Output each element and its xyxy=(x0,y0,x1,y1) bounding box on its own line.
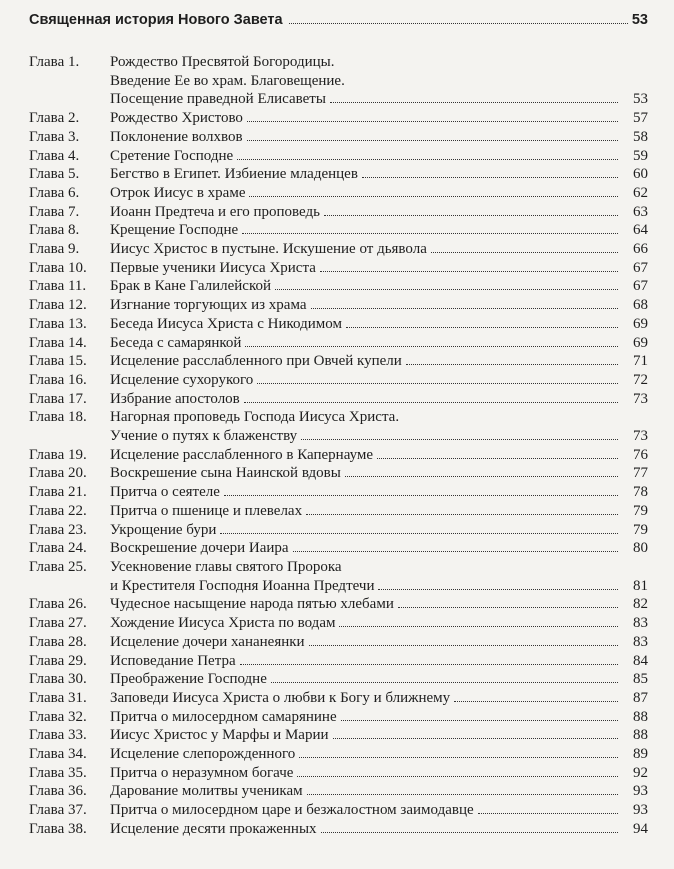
toc-entry xyxy=(29,240,648,259)
dot-leader xyxy=(275,289,618,290)
chapter-label: Глава 27. xyxy=(29,615,87,632)
chapter-title-block xyxy=(110,764,648,783)
chapter-label: Глава 4. xyxy=(29,147,80,164)
chapter-title-text: Исцеление слепорожденного xyxy=(110,746,296,763)
page-number: 93 xyxy=(633,802,648,819)
chapter-label: Глава 16. xyxy=(29,371,87,388)
dot-leader xyxy=(406,364,618,365)
page-number: 72 xyxy=(633,371,648,388)
chapter-title-block xyxy=(110,109,648,128)
chapter-title-text: Иисус Христос в пустыне. Искушение от дьявола xyxy=(110,241,427,258)
chapter-title-block xyxy=(110,165,648,184)
chapter-title-text: Преображение Господне xyxy=(110,671,267,688)
toc-entry xyxy=(29,53,648,109)
chapter-label: Глава 2. xyxy=(29,110,80,127)
toc-entry xyxy=(29,539,648,558)
chapter-title-line xyxy=(110,820,648,839)
toc-entry xyxy=(29,670,648,689)
page-number: 82 xyxy=(633,596,648,613)
chapter-label: Глава 1. xyxy=(29,54,80,70)
toc-entry xyxy=(29,483,648,502)
chapter-title-text: Притча о милосердном самарянине xyxy=(110,708,337,725)
chapter-title-block xyxy=(110,390,648,409)
chapter-label: Глава 35. xyxy=(29,764,87,781)
chapter-title-text: Посещение праведной Елисаветы xyxy=(110,91,326,108)
page-number: 62 xyxy=(633,184,648,201)
chapter-title-text: Чудесное насыщение народа пятью хлебами xyxy=(110,596,394,613)
page-number: 93 xyxy=(633,783,648,800)
chapter-label: Глава 5. xyxy=(29,166,80,183)
toc-entry xyxy=(29,820,648,839)
chapter-title-block xyxy=(110,352,648,371)
toc-entry xyxy=(29,764,648,783)
chapter-title-line xyxy=(110,90,648,109)
dot-leader xyxy=(309,645,618,646)
chapter-title-block xyxy=(110,371,648,390)
dot-leader xyxy=(377,458,618,459)
chapter-title-line xyxy=(110,801,648,820)
toc-entry xyxy=(29,390,648,409)
chapter-title-text: Сретение Господне xyxy=(110,147,234,164)
chapter-label: Глава 24. xyxy=(29,540,87,557)
chapter-title-block xyxy=(110,128,648,147)
page-number: 79 xyxy=(633,521,648,538)
chapter-title-text: Исцеление расслабленного при Овчей купели xyxy=(110,353,402,370)
chapter-title-line xyxy=(110,352,648,371)
chapter-title-block xyxy=(110,801,648,820)
toc-entry xyxy=(29,315,648,334)
dot-leader xyxy=(245,346,618,347)
chapter-label: Глава 13. xyxy=(29,315,87,332)
chapter-label: Глава 30. xyxy=(29,671,87,688)
dot-leader xyxy=(320,271,618,272)
chapter-title-text: Дарование молитвы ученикам xyxy=(110,783,303,800)
chapter-title-text: Укрощение бури xyxy=(110,521,217,538)
chapter-title-block xyxy=(110,277,648,296)
chapter-title-block xyxy=(110,502,648,521)
chapter-title-text: и Крестителя Господня Иоанна Предтечи xyxy=(110,577,375,594)
page-number: 53 xyxy=(633,91,648,108)
chapter-title-line xyxy=(110,446,648,465)
dot-leader xyxy=(333,738,618,739)
page-number: 69 xyxy=(633,315,648,332)
dot-leader xyxy=(271,682,618,683)
chapter-title-block xyxy=(110,745,648,764)
toc-entry xyxy=(29,633,648,652)
page-number: 64 xyxy=(633,222,648,239)
chapter-title-block xyxy=(110,259,648,278)
dot-leader xyxy=(306,514,618,515)
chapter-title-line xyxy=(110,464,648,483)
chapter-label: Глава 6. xyxy=(29,184,80,201)
chapter-label: Глава 3. xyxy=(29,128,80,145)
chapter-title-text: Притча о пшенице и плевелах xyxy=(110,502,303,519)
chapter-title-line xyxy=(110,147,648,166)
chapter-title-block xyxy=(110,614,648,633)
chapter-title-block xyxy=(110,446,648,465)
chapter-label: Глава 19. xyxy=(29,446,87,463)
chapter-title-block xyxy=(110,203,648,222)
chapter-title-block xyxy=(110,633,648,652)
chapter-title-text: Исцеление расслабленного в Капернауме xyxy=(110,446,374,463)
chapter-label: Глава 15. xyxy=(29,353,87,370)
chapter-label: Глава 23. xyxy=(29,521,87,538)
page-number: 87 xyxy=(633,689,648,706)
toc-entry xyxy=(29,464,648,483)
chapter-title-line xyxy=(110,240,648,259)
chapter-label: Глава 33. xyxy=(29,727,87,744)
chapter-title-line xyxy=(110,558,648,577)
chapter-title-text: Рождество Пресвятой Богородицы. xyxy=(110,54,335,70)
page-number: 68 xyxy=(633,297,648,314)
chapter-title-text: Исцеление десяти прокаженных xyxy=(110,820,317,837)
page-number: 60 xyxy=(633,166,648,183)
chapter-title-text: Воскрешение сына Наинской вдовы xyxy=(110,465,341,482)
chapter-title-line xyxy=(110,670,648,689)
chapter-label: Глава 8. xyxy=(29,222,80,239)
dot-leader xyxy=(244,402,618,403)
chapter-title-line xyxy=(110,427,648,446)
toc-entry xyxy=(29,726,648,745)
toc-entry xyxy=(29,184,648,203)
chapter-title-text: Иисус Христос у Марфы и Марии xyxy=(110,727,329,744)
chapter-title-text: Усекновение главы святого Пророка xyxy=(110,558,342,575)
toc-entry xyxy=(29,371,648,390)
dot-leader xyxy=(324,215,618,216)
dot-leader xyxy=(321,832,618,833)
chapter-title-block xyxy=(110,595,648,614)
dot-leader xyxy=(431,252,618,253)
chapter-title-text: Избрание апостолов xyxy=(110,390,240,407)
dot-leader xyxy=(289,23,628,24)
chapter-title-line xyxy=(110,296,648,315)
dot-leader xyxy=(240,664,618,665)
chapter-title-line xyxy=(110,577,648,596)
dot-leader xyxy=(220,533,618,534)
chapter-title-block xyxy=(110,147,648,166)
dot-leader xyxy=(345,476,618,477)
dot-leader xyxy=(346,327,618,328)
chapter-label: Глава 22. xyxy=(29,502,87,519)
dot-leader xyxy=(247,140,618,141)
chapter-title-block xyxy=(110,521,648,540)
chapter-title-text: Исповедание Петра xyxy=(110,652,236,669)
page-number: 73 xyxy=(633,428,648,445)
chapter-title-line xyxy=(110,652,648,671)
page-number: 59 xyxy=(633,147,648,164)
chapter-title-text: Изгнание торгующих из храма xyxy=(110,297,307,314)
chapter-title-line xyxy=(110,315,648,334)
chapter-label: Глава 20. xyxy=(29,465,87,482)
chapter-title-block xyxy=(110,315,648,334)
chapter-title-line xyxy=(110,689,648,708)
chapter-title-line xyxy=(110,390,648,409)
chapter-label: Глава 14. xyxy=(29,334,87,351)
chapter-label: Глава 36. xyxy=(29,783,87,800)
chapter-label: Глава 28. xyxy=(29,633,87,650)
chapter-title-line xyxy=(110,334,648,353)
chapter-title-line xyxy=(110,521,648,540)
chapter-title-block xyxy=(110,782,648,801)
chapter-title-line xyxy=(110,539,648,558)
chapter-title-block xyxy=(110,408,648,445)
chapter-title-block xyxy=(110,221,648,240)
chapter-title-line xyxy=(110,259,648,278)
chapter-title-text: Рождество Христово xyxy=(110,110,243,127)
chapter-title-line xyxy=(110,165,648,184)
chapter-title-text: Введение Ее во храм. Благовещение. xyxy=(110,72,345,89)
chapter-title-text: Исцеление дочери хананеянки xyxy=(110,633,305,650)
page-number: 63 xyxy=(633,203,648,220)
dot-leader xyxy=(330,102,618,103)
dot-leader xyxy=(293,551,618,552)
chapter-title-text: Крещение Господне xyxy=(110,222,239,239)
toc-entry xyxy=(29,689,648,708)
chapter-title-block xyxy=(110,53,648,109)
toc-entry xyxy=(29,745,648,764)
chapter-label: Глава 11. xyxy=(29,278,87,295)
chapter-title-text: Притча о неразумном богаче xyxy=(110,764,294,781)
dot-leader xyxy=(257,383,618,384)
dot-leader xyxy=(307,794,618,795)
page-number: 88 xyxy=(633,708,648,725)
page-number: 83 xyxy=(633,633,648,650)
toc-entry xyxy=(29,502,648,521)
chapter-title-block xyxy=(110,558,648,595)
chapter-title-block xyxy=(110,240,648,259)
dot-leader xyxy=(341,720,618,721)
toc-entry xyxy=(29,165,648,184)
section-heading xyxy=(29,12,648,28)
page-number: 84 xyxy=(633,652,648,669)
chapter-title-block xyxy=(110,726,648,745)
chapter-label: Глава 18. xyxy=(29,409,87,426)
toc-entry xyxy=(29,334,648,353)
toc-entry xyxy=(29,521,648,540)
toc-entry xyxy=(29,109,648,128)
chapter-label: Глава 25. xyxy=(29,558,87,575)
toc-entry xyxy=(29,203,648,222)
chapter-title-line xyxy=(110,184,648,203)
toc-entry xyxy=(29,558,648,595)
chapter-title-line xyxy=(110,502,648,521)
dot-leader xyxy=(249,196,618,197)
dot-leader xyxy=(339,626,618,627)
chapter-title-line xyxy=(110,203,648,222)
page-number: 92 xyxy=(633,764,648,781)
dot-leader xyxy=(301,439,618,440)
chapter-title-block xyxy=(110,483,648,502)
page-number: 88 xyxy=(633,727,648,744)
chapter-label: Глава 37. xyxy=(29,802,87,819)
page-number: 71 xyxy=(633,353,648,370)
page-number: 83 xyxy=(633,615,648,632)
toc-entry xyxy=(29,408,648,445)
chapter-title-line xyxy=(110,708,648,727)
dot-leader xyxy=(362,177,618,178)
chapter-title-line xyxy=(110,614,648,633)
page-number: 73 xyxy=(633,390,648,407)
toc-entry xyxy=(29,614,648,633)
page-number: 57 xyxy=(633,110,648,127)
chapter-title-text: Воскрешение дочери Иаира xyxy=(110,540,289,557)
dot-leader xyxy=(454,701,618,702)
page-number: 94 xyxy=(633,820,648,837)
chapter-label: Глава 7. xyxy=(29,203,80,220)
dot-leader xyxy=(242,233,618,234)
chapter-title-line xyxy=(110,128,648,147)
toc-entry xyxy=(29,782,648,801)
toc-entry xyxy=(29,652,648,671)
chapter-title-block xyxy=(110,296,648,315)
chapter-title-line xyxy=(110,72,648,91)
toc-entry xyxy=(29,801,648,820)
chapter-label: Глава 21. xyxy=(29,484,87,501)
toc-entry xyxy=(29,446,648,465)
chapter-label: Глава 26. xyxy=(29,596,87,613)
page-number: 78 xyxy=(633,484,648,501)
chapter-title-block xyxy=(110,820,648,839)
chapter-title-line xyxy=(110,371,648,390)
chapter-title-text: Поклонение волхвов xyxy=(110,128,243,145)
chapter-label: Глава 12. xyxy=(29,297,87,314)
chapter-title-line xyxy=(110,53,648,72)
chapter-title-line xyxy=(110,745,648,764)
chapter-title-text: Первые ученики Иисуса Христа xyxy=(110,259,316,276)
toc-entry xyxy=(29,352,648,371)
toc-entry xyxy=(29,259,648,278)
dot-leader xyxy=(378,589,618,590)
page-number: 89 xyxy=(633,746,648,763)
chapter-title-line xyxy=(110,277,648,296)
toc-entry xyxy=(29,296,648,315)
dot-leader xyxy=(299,757,618,758)
chapter-title-text: Беседа Иисуса Христа с Никодимом xyxy=(110,315,342,332)
page-number: 77 xyxy=(633,465,648,482)
dot-leader xyxy=(297,776,618,777)
chapter-title-line xyxy=(110,633,648,652)
page-number: 81 xyxy=(633,577,648,594)
chapter-title-text: Беседа с самарянкой xyxy=(110,334,242,351)
chapter-title-block xyxy=(110,708,648,727)
chapter-title-text: Исцеление сухорукого xyxy=(110,371,254,388)
chapter-title-text: Притча о милосердном царе и безжалостном заимодавце xyxy=(110,802,474,819)
page-number: 85 xyxy=(633,671,648,688)
chapter-title-line xyxy=(110,595,648,614)
dot-leader xyxy=(224,495,618,496)
chapter-title-text: Нагорная проповедь Господа Иисуса Христа. xyxy=(110,409,400,426)
chapter-label: Глава 38. xyxy=(29,820,87,837)
chapter-title-line xyxy=(110,764,648,783)
chapter-title-text: Учение о путях к блаженству xyxy=(110,428,298,445)
chapter-list xyxy=(29,53,648,839)
toc-entry xyxy=(29,147,648,166)
chapter-label: Глава 32. xyxy=(29,708,87,725)
dot-leader xyxy=(247,121,618,122)
toc-entry xyxy=(29,595,648,614)
dot-leader xyxy=(398,607,618,608)
chapter-title-block xyxy=(110,539,648,558)
chapter-title-text: Отрок Иисус в храме xyxy=(110,184,246,201)
chapter-title-text: Иоанн Предтеча и его проповедь xyxy=(110,203,320,220)
chapter-title-text: Притча о сеятеле xyxy=(110,484,220,501)
chapter-title-line xyxy=(110,726,648,745)
chapter-title-block xyxy=(110,652,648,671)
chapter-label: Глава 34. xyxy=(29,746,87,763)
page-number: 80 xyxy=(633,540,648,557)
toc-entry xyxy=(29,708,648,727)
chapter-title-text: Бегство в Египет. Избиение младенцев xyxy=(110,166,358,183)
chapter-title-line xyxy=(110,109,648,128)
chapter-title-block xyxy=(110,334,648,353)
chapter-label: Глава 31. xyxy=(29,689,87,706)
chapter-title-line xyxy=(110,782,648,801)
chapter-title-line xyxy=(110,483,648,502)
page-number: 67 xyxy=(633,259,648,276)
chapter-title-text: Брак в Кане Галилейской xyxy=(110,278,272,295)
dot-leader xyxy=(237,159,618,160)
page-number: 66 xyxy=(633,241,648,258)
chapter-label: Глава 10. xyxy=(29,259,87,276)
page-number: 58 xyxy=(633,128,648,145)
chapter-label: Глава 29. xyxy=(29,652,87,669)
toc-entry xyxy=(29,128,648,147)
chapter-label: Глава 9. xyxy=(29,241,80,258)
section-title: Священная история Нового Завета xyxy=(29,12,283,28)
dot-leader xyxy=(311,308,618,309)
section-page-number: 53 xyxy=(631,12,648,28)
page-number: 67 xyxy=(633,278,648,295)
dot-leader xyxy=(478,813,618,814)
chapter-title-line xyxy=(110,408,648,427)
page-number: 76 xyxy=(633,446,648,463)
page-number: 69 xyxy=(633,334,648,351)
chapter-title-line xyxy=(110,221,648,240)
chapter-label: Глава 17. xyxy=(29,390,87,407)
toc-entry xyxy=(29,277,648,296)
chapter-title-block xyxy=(110,689,648,708)
chapter-title-block xyxy=(110,670,648,689)
chapter-title-block xyxy=(110,464,648,483)
page-number: 79 xyxy=(633,502,648,519)
chapter-title-text: Хождение Иисуса Христа по водам xyxy=(110,615,336,632)
chapter-title-block xyxy=(110,184,648,203)
chapter-title-text: Заповеди Иисуса Христа о любви к Богу и ближнему xyxy=(110,689,451,706)
toc-entry xyxy=(29,221,648,240)
